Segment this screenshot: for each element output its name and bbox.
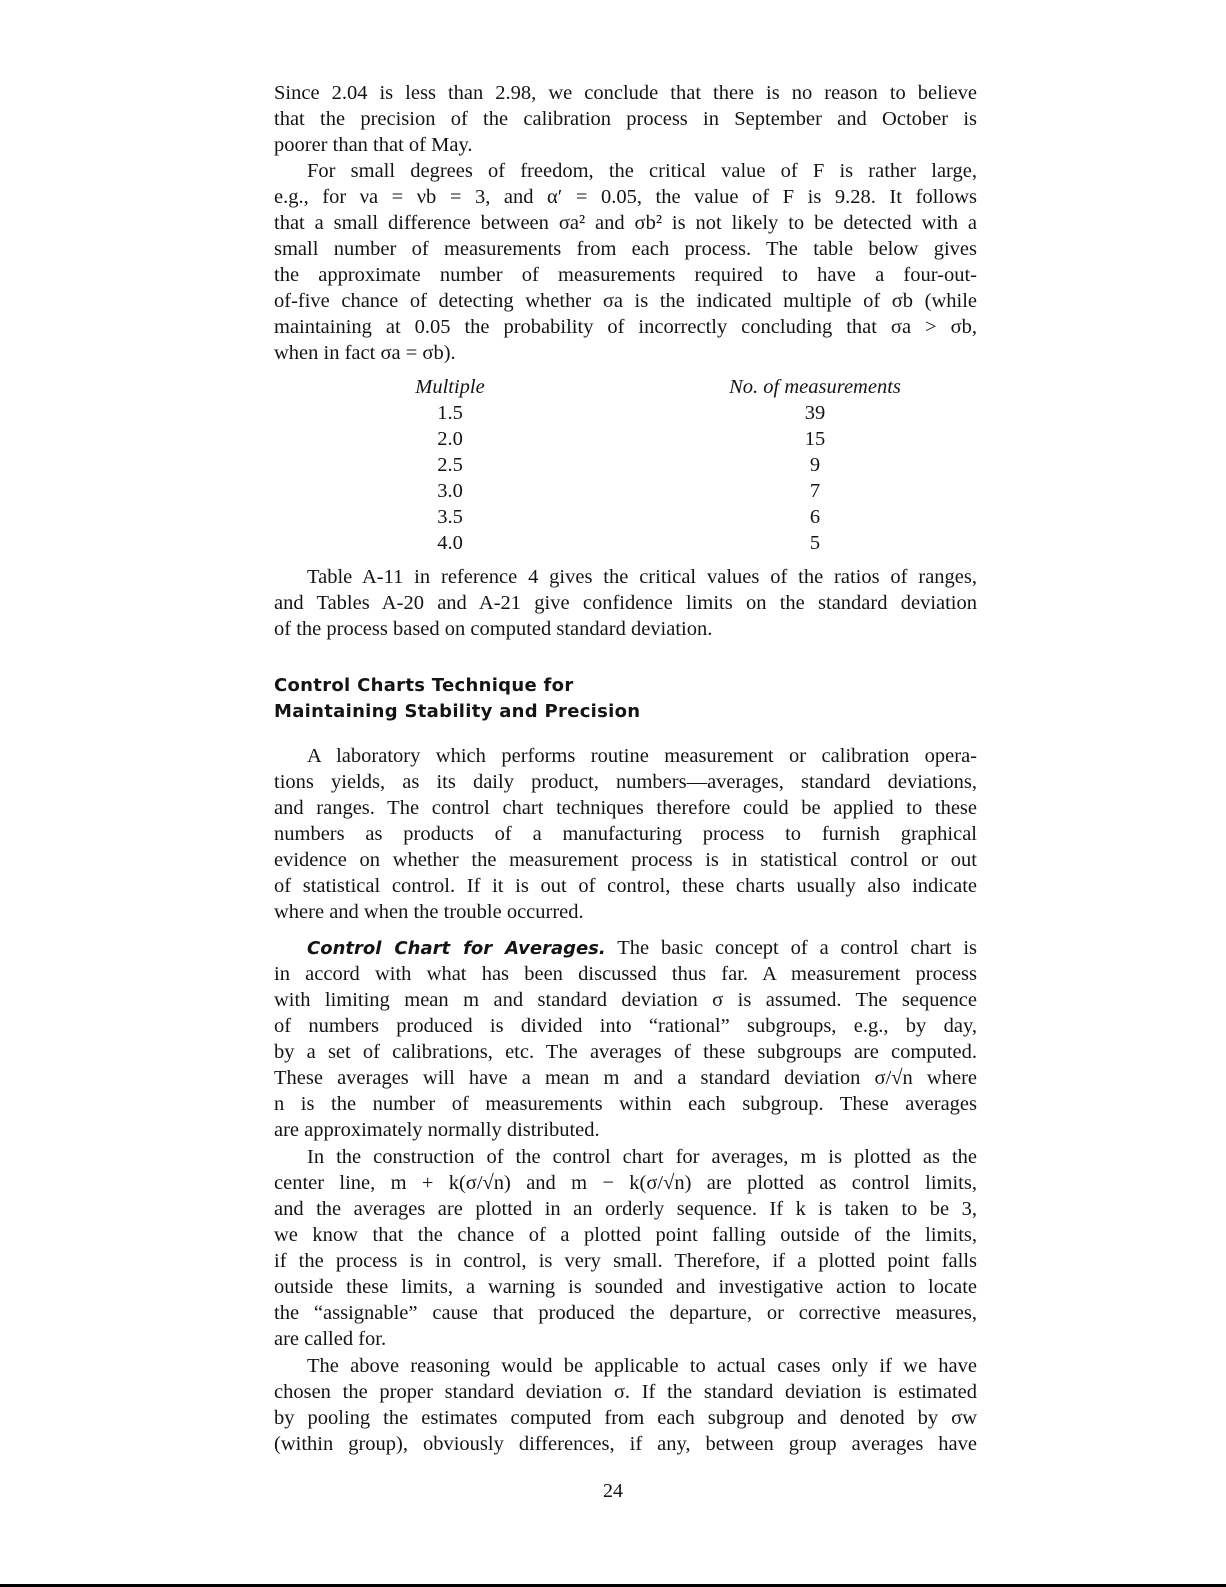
text-line: These averages will have a mean m and a standard deviation σ/√n where — [274, 1067, 977, 1089]
cell-measurements: 5 — [809, 532, 821, 554]
text-line: that the precision of the calibration process in September and October is — [274, 108, 977, 130]
text-line: by a set of calibrations, etc. The averages of these subgroups are computed. — [274, 1041, 977, 1063]
cell-multiple: 1.5 — [437, 402, 463, 424]
text-line: In the construction of the control chart for averages, m is plotted as the — [307, 1146, 977, 1168]
text-line: with limiting mean m and standard deviation σ is assumed. The sequence — [274, 989, 977, 1011]
text-line: in accord with what has been discussed thus far. A measurement process — [274, 963, 977, 985]
paragraph-construction — [274, 1144, 977, 1352]
paragraph-degrees-of-freedom — [274, 158, 977, 366]
paragraph-table-references — [274, 564, 977, 642]
text-line: poorer than that of May. — [274, 134, 473, 156]
table-row — [400, 426, 915, 452]
page-number: 24 — [603, 1480, 623, 1502]
text-line: n is the number of measurements within each subgroup. These averages — [274, 1093, 977, 1115]
text-line: center line, m + k(σ/√n) and m − k(σ/√n) are plotted as control limits, — [274, 1172, 977, 1194]
measurements-table — [400, 374, 915, 556]
column-header-measurements: No. of measurements — [729, 376, 901, 398]
cell-multiple: 3.0 — [437, 480, 463, 502]
cell-measurements: 15 — [804, 428, 826, 450]
paragraph-conclusion — [274, 80, 977, 158]
text-line: of-five chance of detecting whether σa is the indicated multiple of σb (while — [274, 290, 977, 312]
text-line: we know that the chance of a plotted point falling outside of the limits, — [274, 1224, 977, 1246]
text-line: the “assignable” cause that produced the departure, or corrective measures, — [274, 1302, 977, 1324]
text-line: Table A-11 in reference 4 gives the critical values of the ratios of ranges, — [307, 566, 977, 588]
text-line: are called for. — [274, 1328, 387, 1350]
text-line: that a small difference between σa² and σb² is not likely to be detected with a — [274, 212, 977, 234]
text-line: of statistical control. If it is out of control, these charts usually also indicate — [274, 875, 977, 897]
text-line: if the process is in control, is very small. Therefore, if a plotted point falls — [274, 1250, 977, 1272]
text-line: numbers as products of a manufacturing process to furnish graphical — [274, 823, 977, 845]
text-line: and ranges. The control chart techniques therefore could be applied to these — [274, 797, 977, 819]
table-row — [400, 478, 915, 504]
cell-measurements: 9 — [809, 454, 821, 476]
cell-measurements: 7 — [809, 480, 821, 502]
text-line: maintaining at 0.05 the probability of incorrectly concluding that σa > σb, — [274, 316, 977, 338]
table-header-row — [400, 374, 915, 400]
section-heading — [274, 673, 977, 725]
text-line: by pooling the estimates computed from each subgroup and denoted by σw — [274, 1407, 977, 1429]
text-line: evidence on whether the measurement process is in statistical control or out — [274, 849, 977, 871]
text-line: tions yields, as its daily product, numbers—averages, standard deviations, — [274, 771, 977, 793]
runin-heading: Control Chart for Averages. — [307, 938, 606, 959]
text-line: For small degrees of freedom, the critical value of F is rather large, — [307, 160, 977, 182]
text-line: The above reasoning would be applicable to actual cases only if we have — [307, 1355, 977, 1377]
text-line: e.g., for νa = νb = 3, and α′ = 0.05, the value of F is 9.28. It follows — [274, 186, 977, 208]
table-row — [400, 530, 915, 556]
text-line: and the averages are plotted in an orderly sequence. If k is taken to be 3, — [274, 1198, 977, 1220]
text-line: the approximate number of measurements required to have a four-out- — [274, 264, 977, 286]
cell-multiple: 4.0 — [437, 532, 463, 554]
cell-measurements: 39 — [804, 402, 826, 424]
heading-line-2: Maintaining Stability and Precision — [274, 701, 641, 722]
text-line: and Tables A-20 and A-21 give confidence limits on the standard deviation — [274, 592, 977, 614]
column-header-multiple: Multiple — [415, 376, 485, 398]
cell-multiple: 2.5 — [437, 454, 463, 476]
cell-multiple: 2.0 — [437, 428, 463, 450]
paragraph-control-chart-averages — [274, 935, 977, 1143]
text-line: A laboratory which performs routine measurement or calibration opera- — [307, 745, 977, 767]
cell-multiple: 3.5 — [437, 506, 463, 528]
text-line: of numbers produced is divided into “rational” subgroups, e.g., by day, — [274, 1015, 977, 1037]
text-line: are approximately normally distributed. — [274, 1119, 600, 1141]
text-line: chosen the proper standard deviation σ. If the standard deviation is estimated — [274, 1381, 977, 1403]
heading-line-1: Control Charts Technique for — [274, 675, 574, 696]
paragraph-reasoning — [274, 1353, 977, 1457]
text-line: of the process based on computed standard deviation. — [274, 618, 713, 640]
text-line: Control Chart for Averages. The basic concept of a control chart is — [307, 937, 978, 959]
table-row — [400, 400, 915, 426]
table-row — [400, 452, 915, 478]
text-line: outside these limits, a warning is sounded and investigative action to locate — [274, 1276, 977, 1298]
paragraph-laboratory — [274, 743, 977, 925]
text-line: where and when the trouble occurred. — [274, 901, 584, 923]
cell-measurements: 6 — [809, 506, 821, 528]
text-line: (within group), obviously differences, if any, between group averages have — [274, 1433, 977, 1455]
table-row — [400, 504, 915, 530]
text-line: when in fact σa = σb). — [274, 342, 456, 364]
text-line: Since 2.04 is less than 2.98, we conclude that there is no reason to believe — [274, 82, 977, 104]
text-line: small number of measurements from each process. The table below gives — [274, 238, 977, 260]
